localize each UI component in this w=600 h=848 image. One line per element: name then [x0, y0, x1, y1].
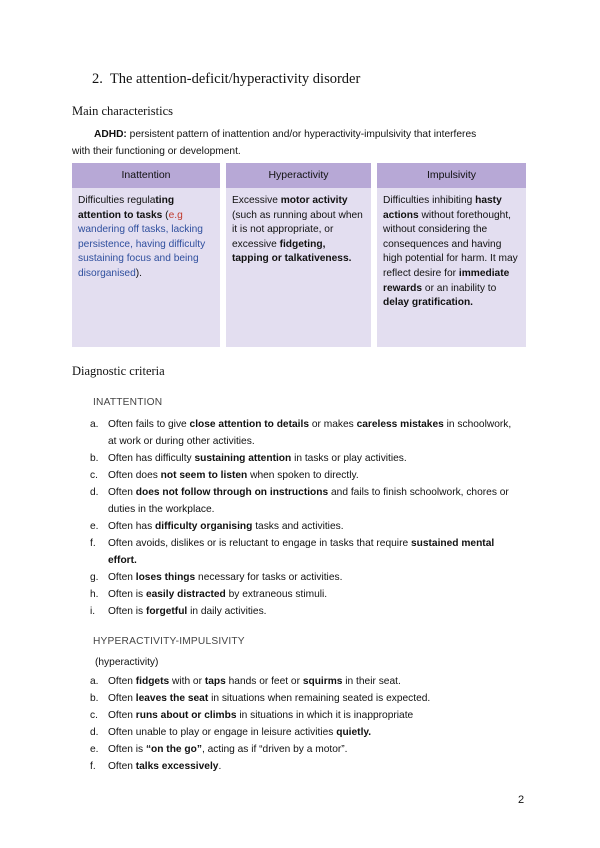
page-number: 2 — [518, 794, 525, 806]
inattention-criteria-list — [90, 416, 520, 620]
list-item: d. Often does not follow through on instructions and fails to finish schoolwork, chores or duties in the workplace. — [90, 487, 509, 515]
hyperactivity-group-title: HYPERACTIVITY-IMPULSIVITY — [93, 636, 245, 647]
adhd-term: ADHD: — [94, 129, 127, 140]
list-item: g. Often loses things necessary for tasks or activities. — [90, 572, 343, 583]
section-number: 2. — [92, 71, 103, 87]
hyperactivity-criteria-list — [90, 673, 520, 775]
impulsivity-column — [377, 163, 526, 347]
hyperactivity-column — [226, 163, 371, 347]
definition-line-2: with their functioning or development. — [72, 146, 241, 157]
inattention-column — [72, 163, 220, 347]
list-item: c. Often does not seem to listen when spoken to directly. — [90, 470, 359, 481]
list-item: f. Often talks excessively. — [90, 761, 222, 772]
list-item: a. Often fidgets with or taps hands or feet or squirms in their seat. — [90, 676, 401, 687]
list-item: h. Often is easily distracted by extraneous stimuli. — [90, 589, 328, 600]
definition-line-1: persistent pattern of inattention and/or hyperactivity-impulsivity that interferes — [126, 129, 477, 140]
list-item: b. Often leaves the seat in situations when remaining seated is expected. — [90, 693, 431, 704]
list-item: b. Often has difficulty sustaining attention in tasks or play activities. — [90, 453, 407, 464]
hyperactivity-description: Excessive motor activity (such as running about when it is not appropriate, or excessive fidgeting, tapping or talkativeness. — [232, 195, 363, 265]
section-title: The attention-deficit/hyperactivity disorder — [109, 71, 361, 87]
diagnostic-criteria-heading: Diagnostic criteria — [72, 364, 165, 378]
list-item: i. Often is forgetful in daily activities. — [90, 606, 267, 617]
characteristics-table — [72, 163, 526, 347]
hyperactivity-subtitle: (hyperactivity) — [95, 657, 159, 668]
inattention-group-title: INATTENTION — [93, 397, 163, 408]
list-item: a. Often fails to give close attention to details or makes careless mistakes in schoolwork, at work or during other activities. — [90, 419, 512, 447]
list-item: c. Often runs about or climbs in situations in which it is inappropriate — [90, 710, 414, 721]
main-characteristics-heading: Main characteristics — [72, 104, 173, 118]
list-item: f. Often avoids, dislikes or is reluctant to engage in tasks that require sustained mental effort. — [90, 538, 495, 566]
list-item: d. Often unable to play or engage in leisure activities quietly. — [90, 727, 372, 738]
impulsivity-description: Difficulties inhibiting hasty actions without forethought, without considering the consequences and having high potential for harm. It may reflect desire for immediate rewards or an inability to delay gratification. — [383, 195, 518, 309]
list-item: e. Often is “on the go”, acting as if “driven by a motor”. — [90, 744, 348, 755]
section-heading — [92, 71, 360, 88]
hyperactivity-header: Hyperactivity — [226, 163, 371, 188]
inattention-description: Difficulties regulating attention to tasks (e.g wandering off tasks, lacking persistence, having difficulty sustaining focus and being disorganised). — [78, 195, 206, 279]
adhd-definition — [72, 126, 532, 160]
inattention-header: Inattention — [72, 163, 220, 188]
list-item: e. Often has difficulty organising tasks and activities. — [90, 521, 344, 532]
impulsivity-header: Impulsivity — [377, 163, 526, 188]
